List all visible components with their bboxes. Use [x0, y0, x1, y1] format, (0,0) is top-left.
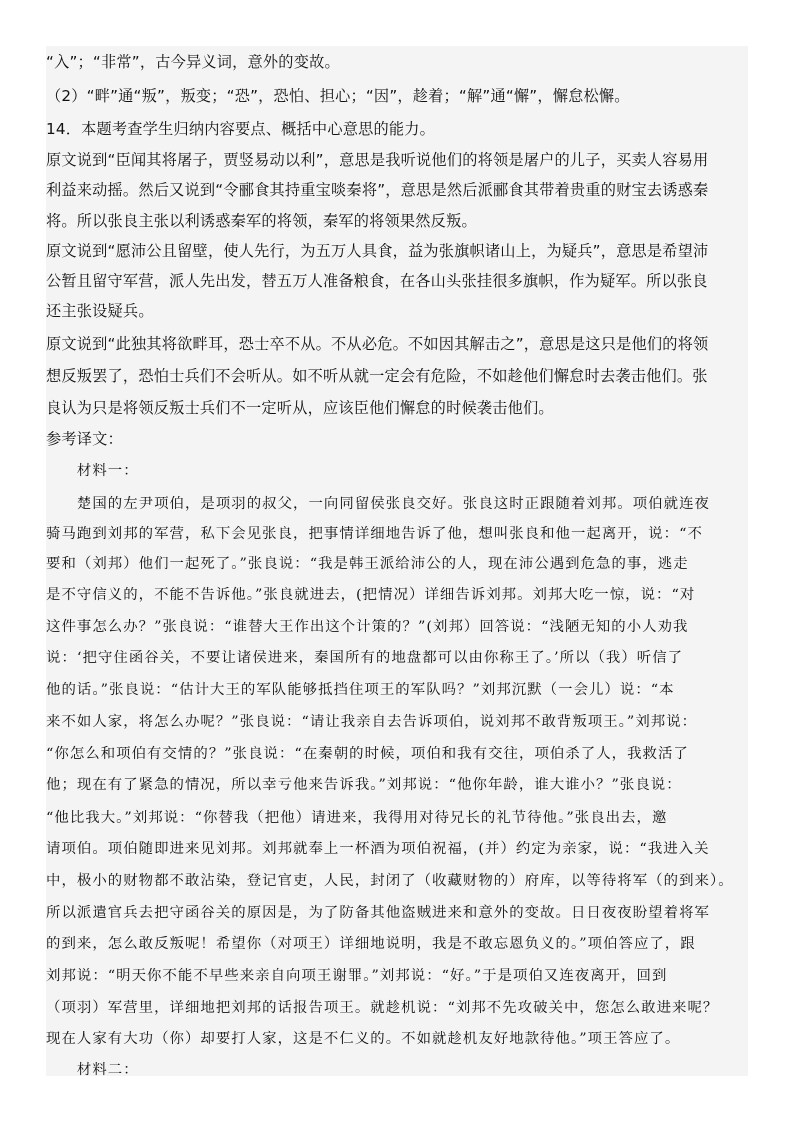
translation-line: 楚国的左尹项伯，是项羽的叔父，一向同留侯张良交好。张良这时正跟随着刘邦。项伯就连夜 — [46, 496, 710, 512]
translation-line: 来不如人家，将怎么办呢？”张良说：“请让我亲自去告诉项伯，说刘邦不敢背叛项王。”刘邦说： — [46, 714, 698, 730]
translation-line: 这件事怎么办？”张良说：“谁替大王作出这个计策的？”(刘邦）回答说：“浅陋无知的小人劝我 — [46, 619, 689, 635]
translation-line: 现在人家有大功（你）却要打人家，这是不仁义的。不如就趁机友好地款待他。”项王答应了。 — [46, 1031, 681, 1047]
text-line: （2）“畔”通“叛”，叛变；“恐”，恐怕、担心；“因”，趁着；“解”通“懈”，懈怠松懈。 — [46, 87, 630, 105]
material-heading: 材料一： — [46, 463, 139, 479]
text-line: 想反叛罢了，恐怕士兵们不会听从。如不听从就一定会有危险，不如趁他们懈怠时去袭击他们。张 — [46, 367, 708, 385]
translation-line: 中，极小的财物都不敢沾染，登记官吏，人民，封闭了（收藏财物的）府库，以等待将军（的到来）。 — [46, 873, 734, 889]
text-line: 良认为只是将领反叛士兵们不一定听从，应该臣他们懈怠的时候袭击他们。 — [46, 399, 554, 417]
translation-line: 他；现在有了紧急的情况，所以幸亏他来告诉我。”刘邦说：“他你年龄，谁大谁小？”张良说： — [46, 777, 682, 793]
translation-line: 刘邦说：“明天你不能不早些来亲自向项王谢罪。”刘邦说：“好。”于是项伯又连夜离开，回到 — [46, 968, 668, 984]
translation-line: 骑马跑到刘邦的军营，私下会见张良，把事情详细地告诉了他，想叫张良和他一起离开，说：“不 — [46, 526, 703, 542]
translation-line: 所以派遣官兵去把守函谷关的原因是，为了防备其他盗贼进来和意外的变故。日日夜夜盼望着将军 — [46, 905, 710, 921]
translation-line: 请项伯。项伯随即进来见刘邦。刘邦就奉上一杯酒为项伯祝福，(并）约定为亲家，说：“我进入关 — [46, 841, 710, 857]
translation-line: 的到来，怎么敢反叛呢！希望你（对项王）详细地说明，我是不敢忘恩负义的。”项伯答应了，跟 — [46, 936, 696, 952]
text-line: 参考译文： — [46, 430, 123, 448]
text-line: 14．本题考查学生归纳内容要点、概括中心意思的能力。 — [46, 120, 436, 138]
document-page — [46, 46, 748, 1076]
material-heading: 材料二： — [46, 1062, 139, 1076]
text-line: “入”；“非常”，古今异义词，意外的变故。 — [46, 53, 340, 71]
text-line: 原文说到“此独其将欲畔耳，恐士卒不从。不从必危。不如因其解击之”，意思是这只是他们的将领 — [46, 335, 709, 353]
translation-line: 他的话。”张良说：“估计大王的军队能够抵挡住项王的军队吗？”刘邦沉默（一会儿）说：“本 — [46, 682, 675, 698]
translation-line: 说：‘把守住函谷关，不要让诸侯进来，秦国所有的地盘都可以由你称王了。’所以（我）听信了 — [46, 650, 684, 666]
text-line: 公暂且留守军营，派人先出发，替五万人准备粮食，在各山头张挂很多旗帜，作为疑军。所以张良 — [46, 272, 708, 290]
translation-line: 要和（刘邦）他们一起死了。”张良说：“我是韩王派给沛公的人，现在沛公遇到危急的事，逃走 — [46, 556, 689, 572]
translation-line: “你怎么和项伯有交情的？”张良说：“在秦朝的时候，项伯和我有交往，项伯杀了人，我救活了 — [46, 746, 689, 762]
text-line: 还主张设疑兵。 — [46, 302, 154, 320]
text-line: 原文说到“臣闻其将屠子，贾竖易动以利”，意思是我听说他们的将领是屠户的儿子，买卖人容易用 — [46, 151, 709, 169]
text-line: 将。所以张良主张以利诱惑秦军的将领，秦军的将领果然反叛。 — [46, 212, 477, 230]
translation-line: 是不守信义的，不能不告诉他。”张良就进去，(把情况）详细告诉刘邦。刘邦大吃一惊，说：“对 — [46, 587, 696, 603]
text-line: 原文说到“愿沛公且留壁，使人先行，为五万人具食，益为张旗帜诸山上，为疑兵”，意思是希望沛 — [46, 242, 709, 260]
text-line: 利益来动摇。然后又说到“令郦食其持重宝啖秦将”，意思是然后派郦食其带着贵重的财宝去诱惑秦 — [46, 181, 709, 199]
translation-line: （项羽）军营里，详细地把刘邦的话报告项王。就趁机说：“刘邦不先攻破关中，您怎么敢进来呢？ — [46, 1000, 719, 1016]
translation-line: “他比我大。”刘邦说：“你替我（把他）请进来，我得用对待兄长的礼节待他。”张良出去，邀 — [46, 810, 668, 826]
